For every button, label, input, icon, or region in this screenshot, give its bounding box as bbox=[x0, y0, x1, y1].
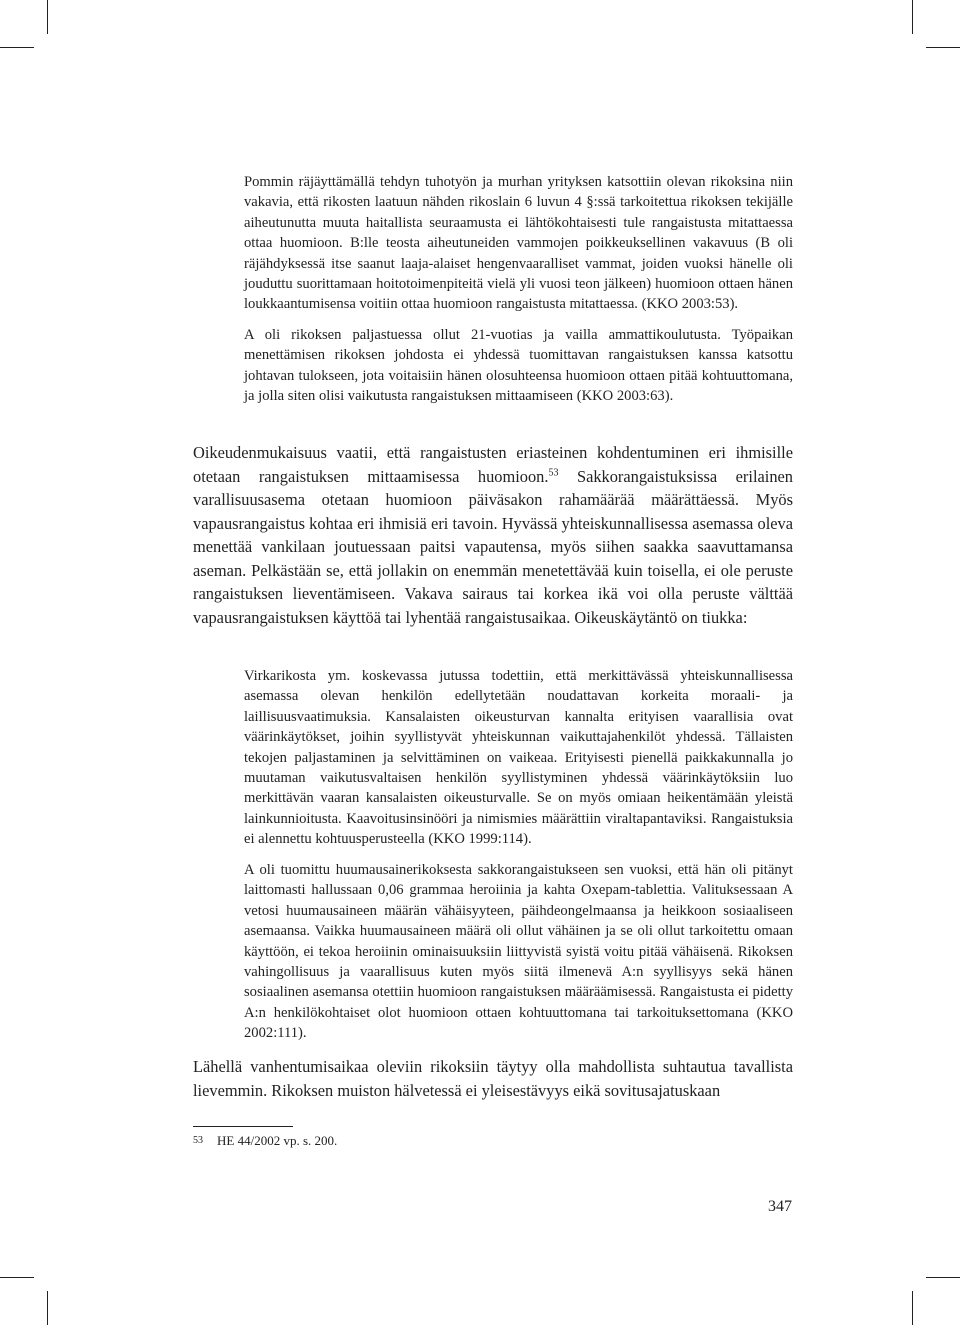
footnote-divider bbox=[193, 1126, 293, 1127]
case-paragraph-kko-2003-53: Pommin räjäyttämällä tehdyn tuhotyön ja murhan yrityksen katsottiin olevan rikoksina niin vakavia, että rikosten laatuun nähden rikoslain 6 luvun 4 §:ssä tarkoitettua rikoksen tekijälle aiheutunutta muuta haitallista seuraamusta ei lähtökohtaisesti tule rangaistusta mitattaessa ottaa huomioon. B:lle teosta aiheutuneiden vammojen poikkeuksellinen vakavuus (B oli räjähdyksessä itse saanut laaja-alaiset hengenvaaralliset vammat, joiden vuoksi hänelle oli jouduttu suorittamaan hoitotoimenpiteitä vielä yli vuosi teon jälkeen) huomioon ottaen hänen loukkaantumisensa voitiin ottaa huomioon rangaistusta mitattaessa. (KKO 2003:53). bbox=[244, 174, 793, 313]
case-paragraph-kko-1999-114: Virkarikosta ym. koskevassa jutussa todettiin, että merkittävässä yhteiskunnallisessa asemassa olevan henkilön edellytetään noudattavan korkeita moraali- ja laillisuusvaatimuksia. Kansalaisten oikeusturvan kannalta erityisen vaarallisia ovat väärinkäytökset, joihin syyllistyvät yhteiskunnan vaikuttajahenkilöt yhdessä. Tällaisten tekojen paljastaminen ja selvittäminen on vaikeaa. Erityisesti pienellä paikkakunnalla jo muutaman vaikutusvaltaisen henkilön syyllistyminen yhdessä väärinkäytöksiin luo merkittävän vaaran kansalaisten oikeusturvalle. Se on myös omiaan heikentämään yleistä lainkunnioitusta. Kaavoitusinsinööri ja nimismies määrättiin viraltapantaviksi. Rangaistuksia ei alennettu kohtuusperusteella (KKO 1999:114). bbox=[244, 668, 793, 848]
crop-mark bbox=[47, 0, 48, 34]
footnote-text: HE 44/2002 vp. s. 200. bbox=[217, 1133, 338, 1148]
body-paragraph bbox=[193, 1055, 793, 1102]
case-example-block bbox=[244, 666, 793, 850]
footnote-number: 53 bbox=[193, 1135, 203, 1146]
crop-mark bbox=[0, 47, 34, 48]
footnote-reference: 53 bbox=[548, 467, 559, 479]
crop-mark bbox=[47, 1291, 48, 1325]
body-text bbox=[193, 441, 793, 629]
body-text-part-2: Sakkorangaistuksissa erilainen varallisuusasema otetaan huomioon päiväsakon rahamäärää määrättäessä. Myös vapausrangaistus kohtaa eri ihmisiä eri tavoin. Hyvässä yhteiskunnallisessa asemassa oleva menettää vankilaan joutuessaan paitsi vapautensa, myös siihen saakka saavuttamansa aseman. Pelkästään se, että jollakin on enemmän menetettävää kuin toisella, ei ole peruste rangaistuksen lieventämiseen. Vakava sairaus tai korkea ikä voi olla peruste välttää vapausrangaistuksen käyttöä tai lyhentää rangaistusaikaa. Oikeuskäytäntö on tiukka: bbox=[193, 466, 793, 627]
crop-mark bbox=[926, 1277, 960, 1278]
case-example-block bbox=[244, 172, 793, 406]
crop-mark bbox=[926, 47, 960, 48]
body-paragraph bbox=[193, 441, 793, 629]
case-example-block bbox=[244, 860, 793, 1044]
body-text-part-1: Oikeudenmukaisuus vaatii, että rangaistusten eriasteinen kohdentuminen eri ihmisille otetaan rangaistuksen mittaamisessa huomioon. bbox=[193, 443, 793, 486]
crop-mark bbox=[912, 0, 913, 34]
case-paragraph-kko-2003-63: A oli rikoksen paljastuessa ollut 21-vuotias ja vailla ammattikoulutusta. Työpaikan menettämisen rikoksen johdosta ei yhdessä tuomittavan rangaistuksen kanssa katsottu johtavan tulokseen, jota voitaisiin hänen olosuhteensa huomioon ottaen pitää kohtuuttomana, ja jolla siten olisi vaikutusta rangaistuksen mittaamiseen (KKO 2003:63). bbox=[244, 326, 793, 405]
case-paragraph-kko-2002-111: A oli tuomittu huumausainerikoksesta sakkorangaistukseen sen vuoksi, että hän oli pitänyt laittomasti hallussaan 0,06 grammaa heroiinia ja kahta Oxepam-tablettia. Valituksessaan A vetosi huumausaineen määrän vähäisyyteen, päihdeongelmaansa ja heikkoon sosiaaliseen asemaansa. Vaikka huumausaineen määrä oli ollut vähäinen ja se oli ollut tarkoitettu omaan käyttöön, ei tekoa heroiinin ominaisuuksiin liittyvistä syistä voitu pitää vähäisenä. Rikoksen vahingollisuus ja vaarallisuus kuten myös siitä ilmenevä A:n syyllisyys sekä hänen sosiaalinen asemansa otettiin huomioon rangaistuksen määräämisessä. Rangaistusta ei pidetty A:n henkilökohtaiset olot huomioon ottaen kohtuuttomana tai tarkoituksettomana (KKO 2002:111). bbox=[244, 862, 793, 1042]
page-number: 347 bbox=[768, 1198, 792, 1215]
body-text: Lähellä vanhentumisaikaa oleviin rikoksiin täytyy olla mahdollista suhtautua tavallista lievemmin. Rikoksen muiston hälvetessä ei yleisestävyys eikä sovitusajatuskaan bbox=[193, 1057, 793, 1100]
crop-mark bbox=[912, 1291, 913, 1325]
crop-mark bbox=[0, 1277, 34, 1278]
footnote bbox=[193, 1132, 337, 1150]
